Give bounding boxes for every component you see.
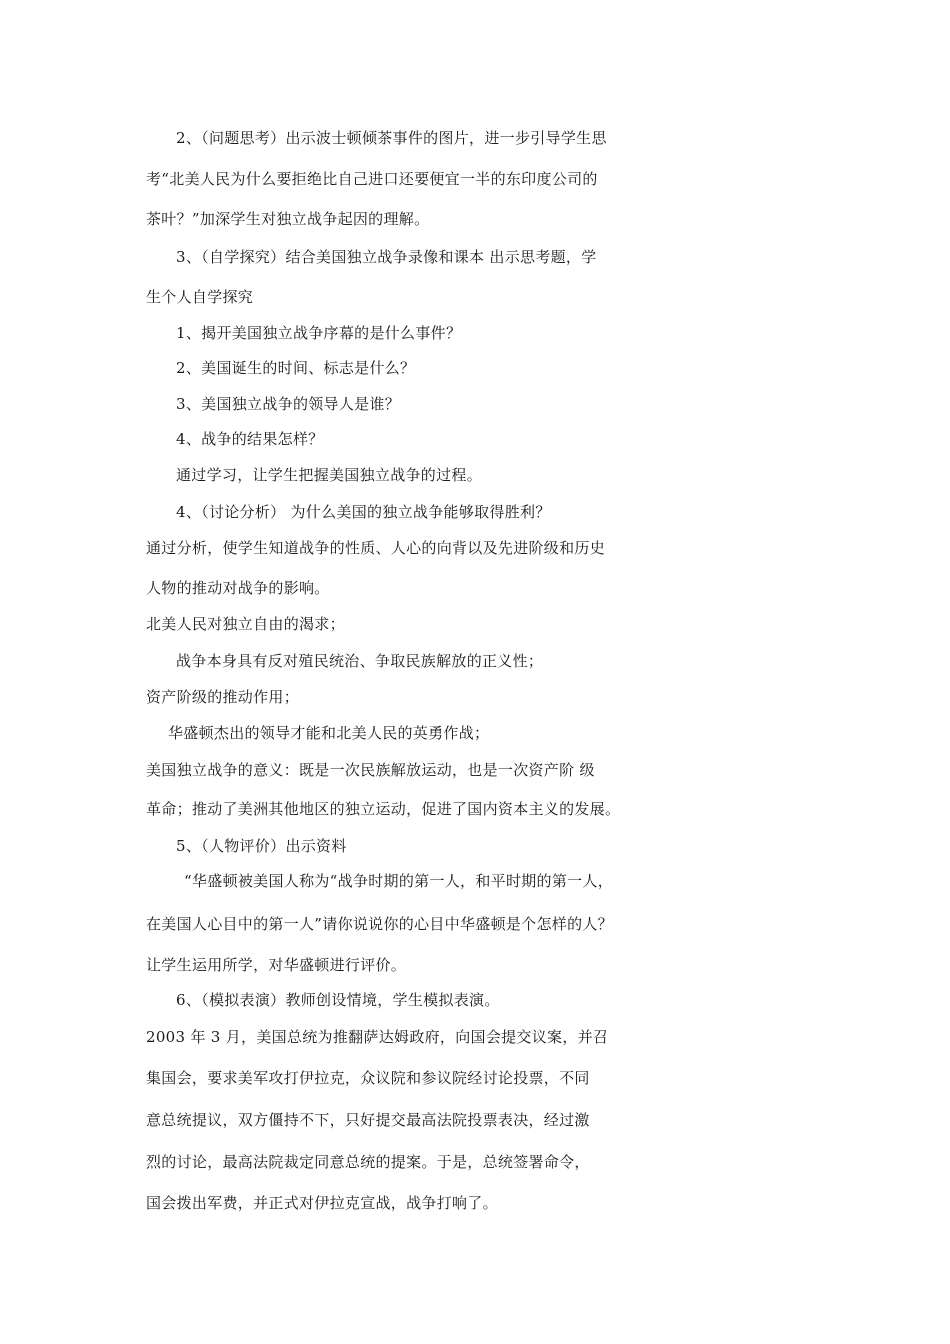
paragraph-line: 6、（模拟表演）教师创设情境，学生模拟表演。 — [176, 991, 500, 1009]
paragraph-line: 考“北美人民为什么要拒绝比自己进口还要便宜一半的东印度公司的 — [146, 170, 598, 188]
paragraph-line: 在美国人心目中的第一人”请你说说你的心目中华盛顿是个怎样的人？ — [146, 915, 613, 933]
paragraph-line: 2、（问题思考）出示波士顿倾茶事件的图片，进一步引导学生思 — [176, 129, 607, 147]
paragraph-line: 革命；推动了美洲其他地区的独立运动，促进了国内资本主义的发展。 — [146, 800, 621, 818]
paragraph-line: 华盛顿杰出的领导才能和北美人民的英勇作战； — [168, 724, 490, 742]
paragraph-line: 通过学习，让学生把握美国独立战争的过程。 — [176, 466, 483, 484]
paragraph-line: 通过分析，使学生知道战争的性质、人心的向背以及先进阶级和历史 — [146, 539, 606, 557]
paragraph-line: 烈的讨论，最高法院裁定同意总统的提案。于是，总统签署命令， — [146, 1153, 590, 1171]
list-item: 2、美国诞生的时间、标志是什么？ — [176, 359, 416, 377]
paragraph-line: 人物的推动对战争的影响。 — [146, 579, 330, 597]
paragraph-line: 2003 年 3 月，美国总统为推翻萨达姆政府，向国会提交议案，并召 — [146, 1028, 609, 1046]
paragraph-line: 意总统提议，双方僵持不下，只好提交最高法院投票表决，经过激 — [146, 1111, 590, 1129]
paragraph-line: “华盛顿被美国人称为“战争时期的第一人，和平时期的第一人， — [184, 872, 614, 890]
paragraph-line: 3、（自学探究）结合美国独立战争录像和课本 出示思考题，学 — [176, 248, 597, 266]
paragraph-line: 让学生运用所学，对华盛顿进行评价。 — [146, 956, 407, 974]
paragraph-line: 资产阶级的推动作用； — [146, 688, 300, 706]
paragraph-line: 4、（讨论分析） 为什么美国的独立战争能够取得胜利？ — [176, 503, 551, 521]
paragraph-line: 北美人民对独立自由的渴求； — [146, 615, 345, 633]
paragraph-line: 国会拨出军费，并正式对伊拉克宣战，战争打响了。 — [146, 1194, 498, 1212]
paragraph-line: 茶叶？”加深学生对独立战争起因的理解。 — [146, 210, 430, 228]
paragraph-line: 生个人自学探究 — [146, 288, 254, 306]
paragraph-line: 美国独立战争的意义：既是一次民族解放运动，也是一次资产阶 级 — [146, 761, 595, 779]
paragraph-line: 5、（人物评价）出示资料 — [176, 837, 347, 855]
paragraph-line: 集国会，要求美军攻打伊拉克，众议院和参议院经讨论投票，不同 — [146, 1069, 590, 1087]
list-item: 3、美国独立战争的领导人是谁？ — [176, 395, 401, 413]
list-item: 1、揭开美国独立战争序幕的是什么事件？ — [176, 324, 462, 342]
paragraph-line: 战争本身具有反对殖民统治、争取民族解放的正义性； — [176, 652, 544, 670]
list-item: 4、战争的结果怎样？ — [176, 430, 324, 448]
